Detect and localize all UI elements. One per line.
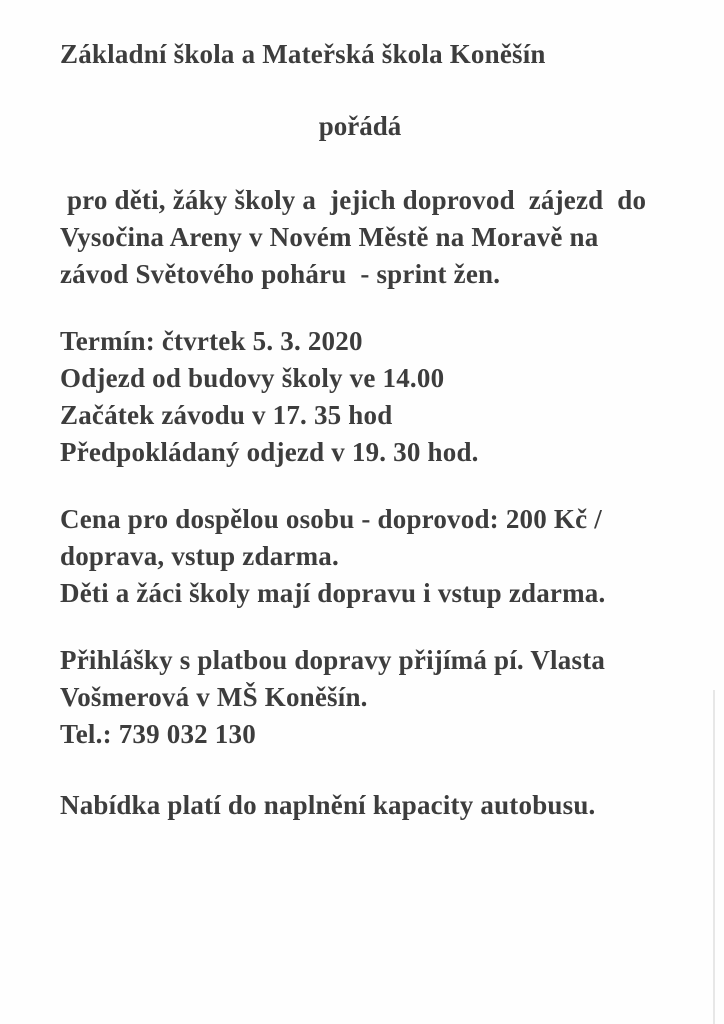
pricing-line: Děti a žáci školy mají dopravu i vstup zdarma. — [60, 578, 606, 608]
schedule-return-line: Předpokládaný odjezd v 19. 30 hod. — [60, 437, 479, 467]
registration-contact-line: Přihlášky s platbou dopravy přijímá pí. Vlasta — [60, 645, 606, 675]
schedule-departure-line: Odjezd od budovy školy ve 14.00 — [60, 363, 445, 393]
document-title: Základní škola a Mateřská škola Koněšín — [60, 39, 546, 69]
scan-edge-artifact — [713, 690, 715, 1024]
pricing-paragraph — [60, 501, 660, 612]
document-content — [60, 38, 660, 854]
schedule-paragraph — [60, 323, 660, 471]
intro-paragraph — [60, 182, 660, 293]
registration-paragraph — [60, 642, 660, 753]
capacity-note-paragraph — [60, 787, 660, 824]
intro-line: závod Světového poháru - sprint žen. — [60, 259, 501, 289]
schedule-race-start-line: Začátek závodu v 17. 35 hod — [60, 400, 393, 430]
document-subtitle: pořádá — [318, 111, 402, 141]
pricing-line: doprava, vstup zdarma. — [60, 541, 339, 571]
pricing-line: Cena pro dospělou osobu - doprovod: 200 Kč / — [60, 504, 602, 534]
registration-phone-line: Tel.: 739 032 130 — [60, 719, 256, 749]
intro-line: pro děti, žáky školy a jejich doprovod zájezd do — [60, 185, 647, 215]
capacity-note-line: Nabídka platí do naplnění kapacity autobusu. — [60, 790, 596, 820]
schedule-date-line: Termín: čtvrtek 5. 3. 2020 — [60, 326, 363, 356]
registration-location-line: Vošmerová v MŠ Koněšín. — [60, 682, 368, 712]
intro-line: Vysočina Areny v Novém Městě na Moravě na — [60, 222, 599, 252]
